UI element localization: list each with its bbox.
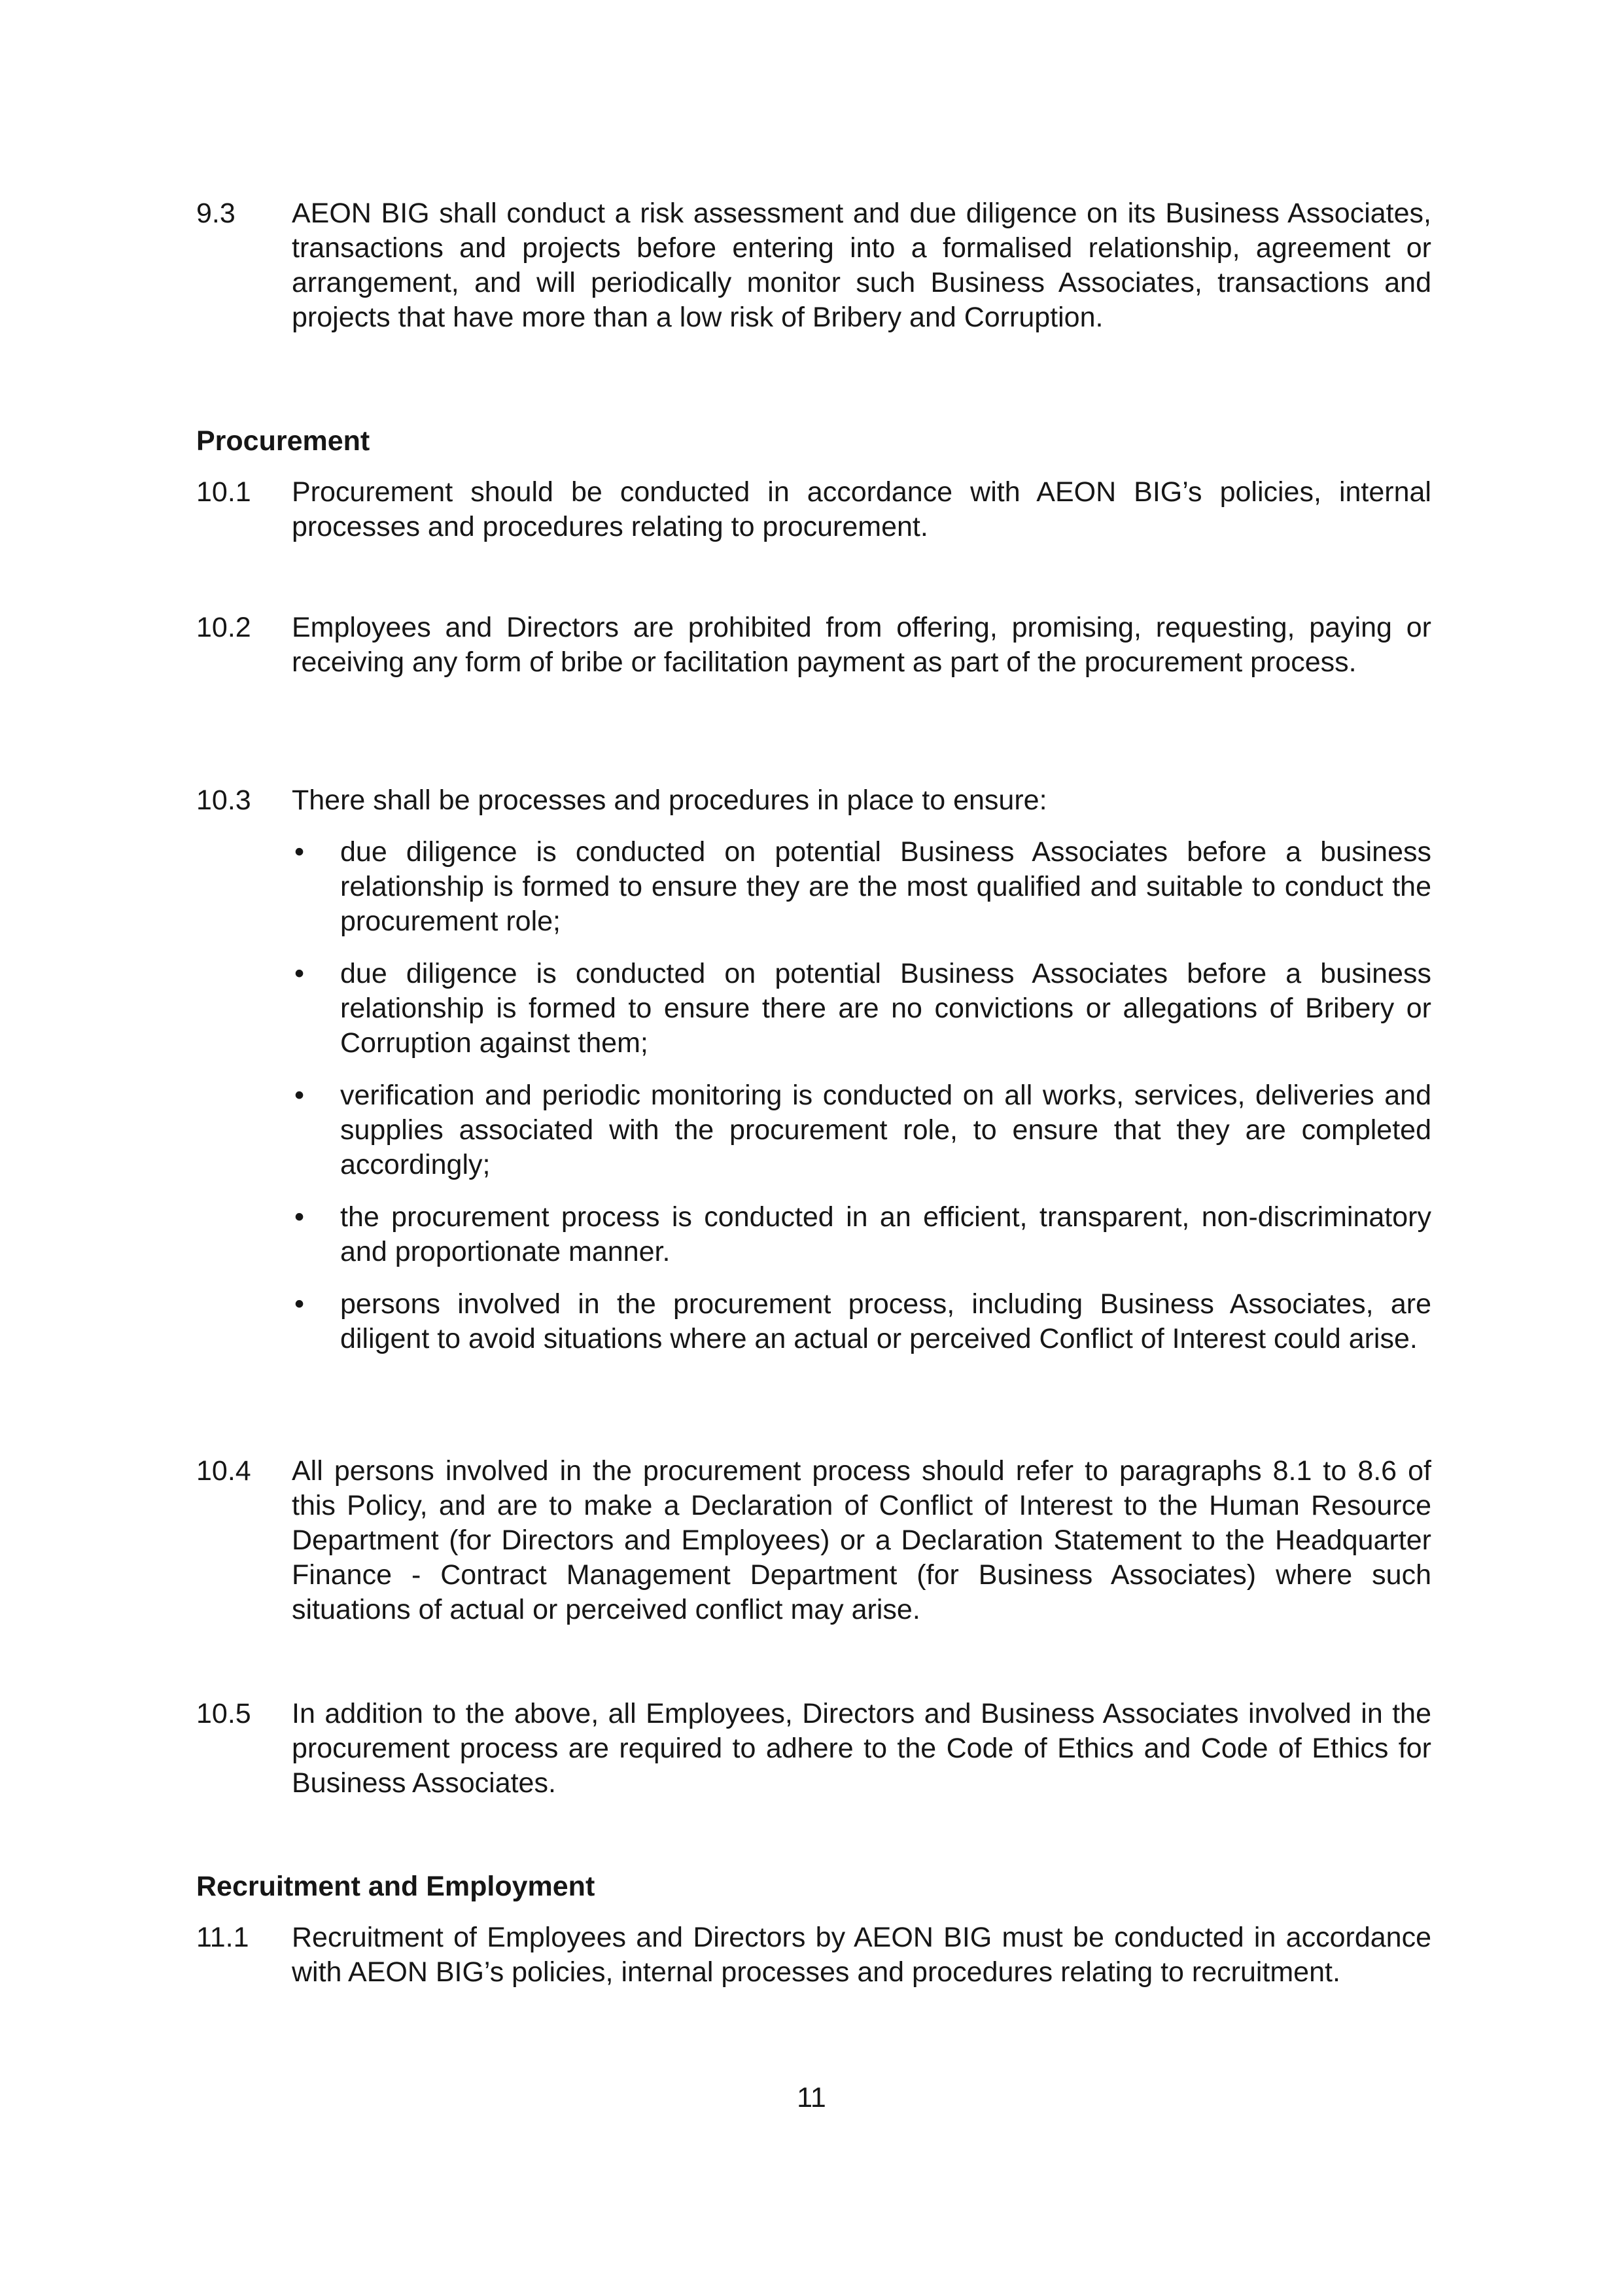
list-item-text: verification and periodic monitoring is conducted on all works, services, deliveries and supplies associated with the procurement role, to ensure that they are completed accordingly; — [340, 1080, 1431, 1180]
list-item — [292, 957, 1431, 1061]
clause-number: 10.4 — [196, 1455, 251, 1487]
clause-text: There shall be processes and procedures in place to ensure: — [292, 785, 1047, 816]
bullet-icon: • — [294, 958, 305, 989]
clause-number: 11.1 — [196, 1922, 249, 1953]
bullet-icon: • — [294, 1201, 305, 1233]
clause-10-2 — [196, 610, 1431, 680]
list-item-text: due diligence is conducted on potential Business Associates before a business relationship is formed to ensure they are the most qualified and suitable to conduct the procurement role; — [340, 836, 1431, 937]
clause-text: In addition to the above, all Employees, Directors and Business Associates involved in the procurement process are required to adhere to the Code of Ethics and Code of Ethics for Business Associates. — [292, 1698, 1431, 1799]
clause-number: 10.1 — [196, 476, 251, 508]
clause-text: Employees and Directors are prohibited from offering, promising, requesting, paying or receiving any form of bribe or facilitation payment as part of the procurement process. — [292, 612, 1431, 678]
clause-number: 9.3 — [196, 198, 236, 229]
clause-text: Recruitment of Employees and Directors by AEON BIG must be conducted in accordance with AEON BIG’s policies, internal processes and procedures relating to recruitment. — [292, 1922, 1431, 1988]
clause-text: Procurement should be conducted in accordance with AEON BIG’s policies, internal processes and procedures relating to procurement. — [292, 476, 1431, 542]
list-item — [292, 1287, 1431, 1356]
list-item-text: due diligence is conducted on potential Business Associates before a business relationship is formed to ensure there are no convictions or allegations of Bribery or Corruption against them; — [340, 958, 1431, 1059]
clause-number: 10.5 — [196, 1698, 251, 1729]
clause-text: All persons involved in the procurement process should refer to paragraphs 8.1 to 8.6 of this Policy, and are to make a Declaration of Conflict of Interest to the Human Resource Department (for Directors and Employees) or a Declaration Statement to the Headquarter Finance - Contract Management Department (for Business Associates) where such situations of actual or perceived conflict may arise. — [292, 1455, 1431, 1625]
clause-text: AEON BIG shall conduct a risk assessment and due diligence on its Business Associates, transactions and projects before entering into a formalised relationship, agreement or arrangement, and will periodically monitor such Business Associates, transactions and projects that have more than a low risk of Bribery and Corruption. — [292, 198, 1431, 333]
clause-10-1 — [196, 475, 1431, 544]
clause-10-3 — [196, 783, 1431, 1374]
bullet-icon: • — [294, 1080, 305, 1111]
clause-10-4 — [196, 1454, 1431, 1627]
list-item-text: persons involved in the procurement process, including Business Associates, are diligent to avoid situations where an actual or perceived Conflict of Interest could arise. — [340, 1288, 1431, 1354]
clause-10-5 — [196, 1697, 1431, 1801]
list-item-text: the procurement process is conducted in an efficient, transparent, non-discriminatory and proportionate manner. — [340, 1201, 1431, 1267]
list-item — [292, 1200, 1431, 1269]
procurement-requirements-list — [292, 835, 1431, 1356]
bullet-icon: • — [294, 1288, 305, 1320]
clause-number: 10.2 — [196, 612, 251, 643]
list-item — [292, 835, 1431, 939]
bullet-icon: • — [294, 836, 305, 868]
list-item — [292, 1078, 1431, 1182]
page-number: 11 — [797, 2082, 826, 2113]
section-heading-recruitment: Recruitment and Employment — [196, 1871, 595, 1902]
clause-9-3 — [196, 196, 1431, 335]
section-heading-procurement: Procurement — [196, 425, 370, 457]
clause-11-1 — [196, 1920, 1431, 1990]
clause-number: 10.3 — [196, 785, 251, 816]
